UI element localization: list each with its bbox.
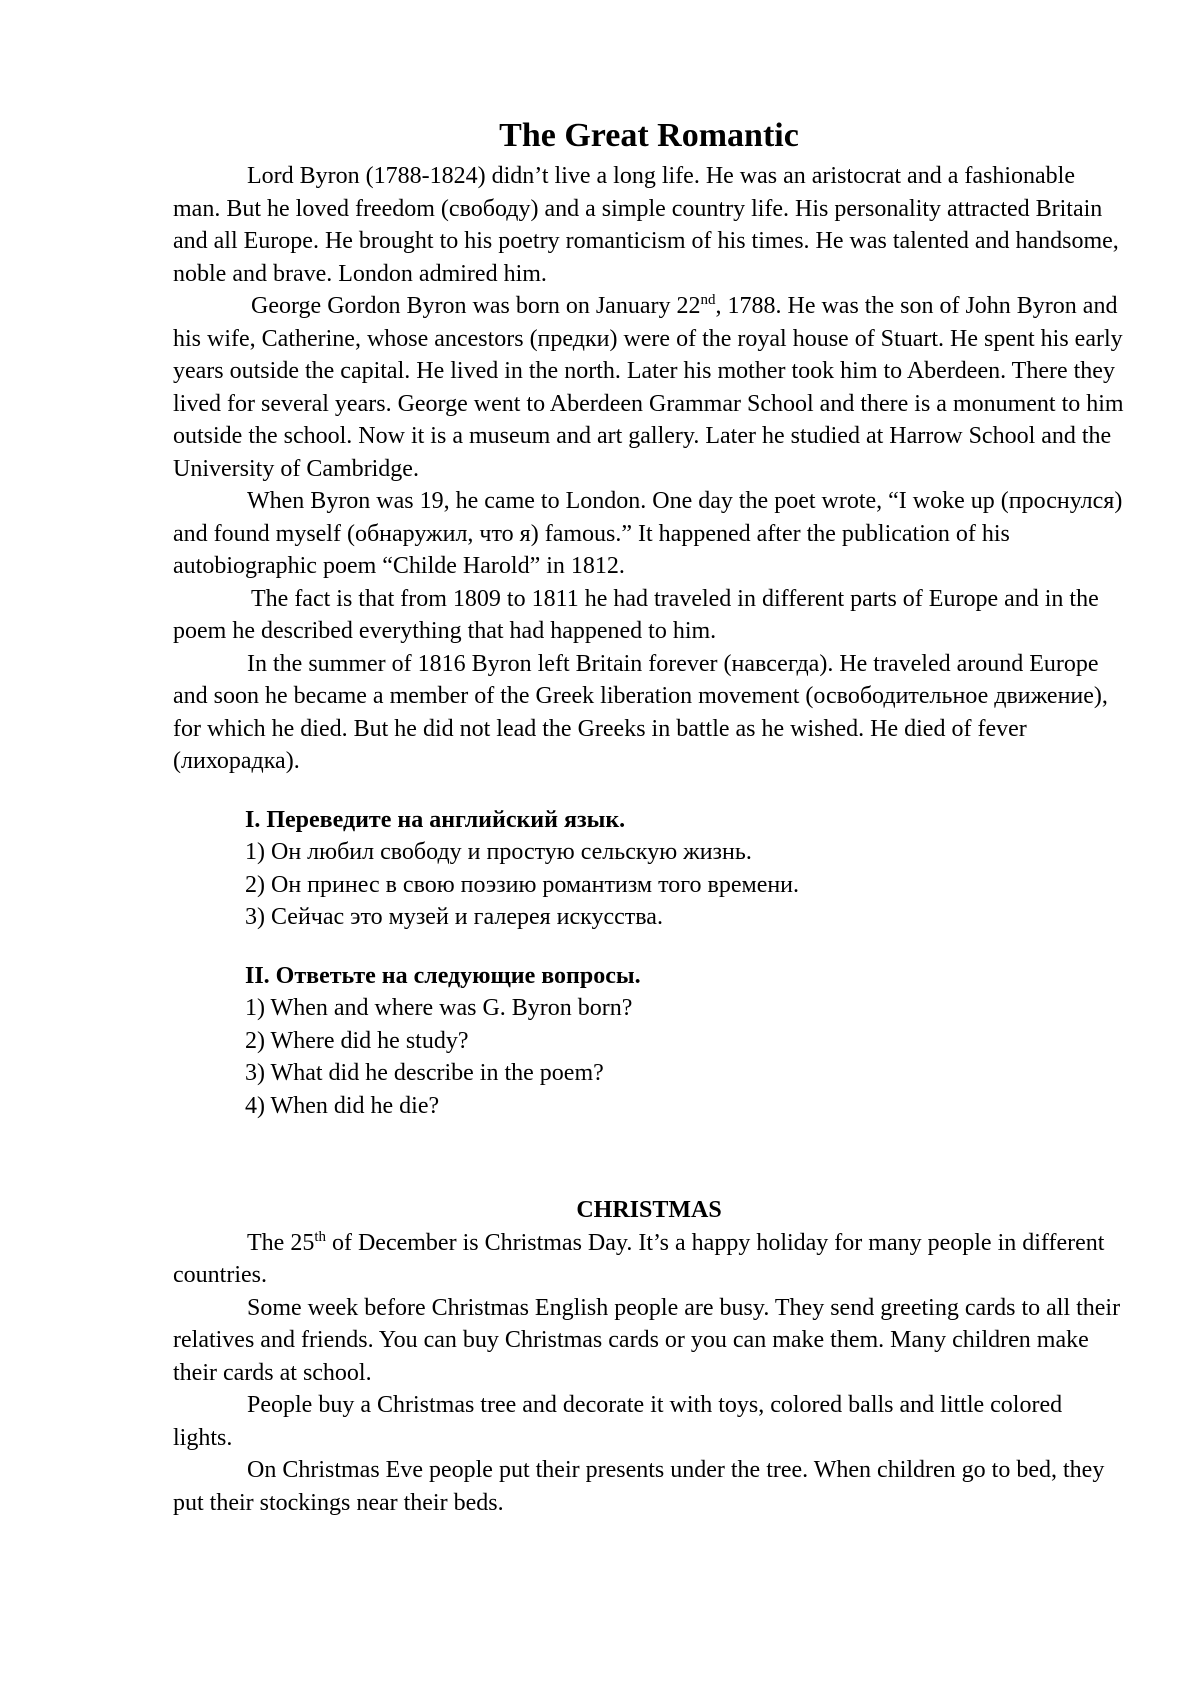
question-item: 3) What did he describe in the poem?	[245, 1060, 604, 1086]
paragraph-4: The fact is that from 1809 to 1811 he had traveled in different parts of Europe and in the poem he described everything that had happened to him.	[173, 585, 1099, 644]
christmas-paragraph-3: People buy a Christmas tree and decorate it with toys, colored balls and little colored lights.	[173, 1392, 1063, 1451]
exercise-questions-title: II. Ответьте на следующие вопросы.	[245, 962, 641, 989]
exercise-translate-title: I. Переведите на английский язык.	[245, 806, 626, 833]
paragraph-1: Lord Byron (1788-1824) didn’t live a long life. He was an aristocrat and a fashionable man. But he loved freedom (свободу) and a simple country life. His personality attracted Britain and all Europe. He brought to his poetry romanticism of his times. He was talented and handsome, noble and brave. London admired him.	[173, 163, 1119, 287]
section-title-christmas: CHRISTMAS	[576, 1197, 722, 1223]
exercise-item: 3) Сейчас это музей и галерея искусства.	[245, 904, 663, 930]
ordinal-suffix: th	[314, 1228, 326, 1245]
exercise-item: 1) Он любил свободу и простую сельскую жизнь.	[245, 839, 752, 865]
question-item: 4) When did he die?	[245, 1092, 440, 1119]
paragraph-2-text-start: George Gordon Byron was born on January 22	[251, 293, 701, 319]
exercise-item: 2) Он принес в свою поэзию романтизм того времени.	[245, 871, 800, 898]
question-item: 1) When and where was G. Byron born?	[245, 995, 633, 1021]
christmas-paragraph-2: Some week before Christmas English people are busy. They send greeting cards to all their relatives and friends. You can buy Christmas cards or you can make them. Many children make their cards at school.	[173, 1294, 1121, 1386]
christmas-paragraph-4: On Christmas Eve people put their presents under the tree. When children go to bed, they put their stockings near their beds.	[173, 1457, 1105, 1516]
exercise-translate	[173, 804, 1125, 934]
question-item: 2) Where did he study?	[245, 1027, 469, 1054]
christmas-paragraph-1-text-start: The 25	[247, 1229, 315, 1256]
christmas-paragraph-1	[173, 1227, 1125, 1292]
paragraph-2	[173, 290, 1125, 485]
exercise-questions	[173, 960, 1125, 1123]
paragraph-2-text-end: , 1788. He was the son of John Byron and his wife, Catherine, whose ancestors (предки) were of the royal house of Stuart. He spent his early years outside the capital. He lived in the north. Later his mother took him to Aberdeen. There they lived for several years. George went to Aberdeen Grammar School and there is a monument to him outside the school. Now it is a museum and art gallery. Later he studied at Harrow School and the University of Cambridge.	[173, 293, 1124, 482]
document-page	[173, 112, 1125, 1519]
paragraph-3: When Byron was 19, he came to London. One day the poet wrote, “I woke up (проснулся) and found myself (обнаружил, что я) famous.” It happened after the publication of his autobiographic poem “Childe Harold” in 1812.	[173, 488, 1123, 579]
christmas-paragraph-1-text-end: of December is Christmas Day. It’s a happy holiday for many people in different countries.	[173, 1229, 1105, 1288]
paragraph-5: In the summer of 1816 Byron left Britain forever (навсегда). He traveled around Europe and soon he became a member of the Greek liberation movement (освободительное движение), for which he died. But he did not lead the Greeks in battle as he wished. He died of fever (лихорадка).	[173, 650, 1108, 774]
article-title: The Great Romantic	[499, 117, 799, 154]
ordinal-suffix: nd	[700, 292, 716, 308]
